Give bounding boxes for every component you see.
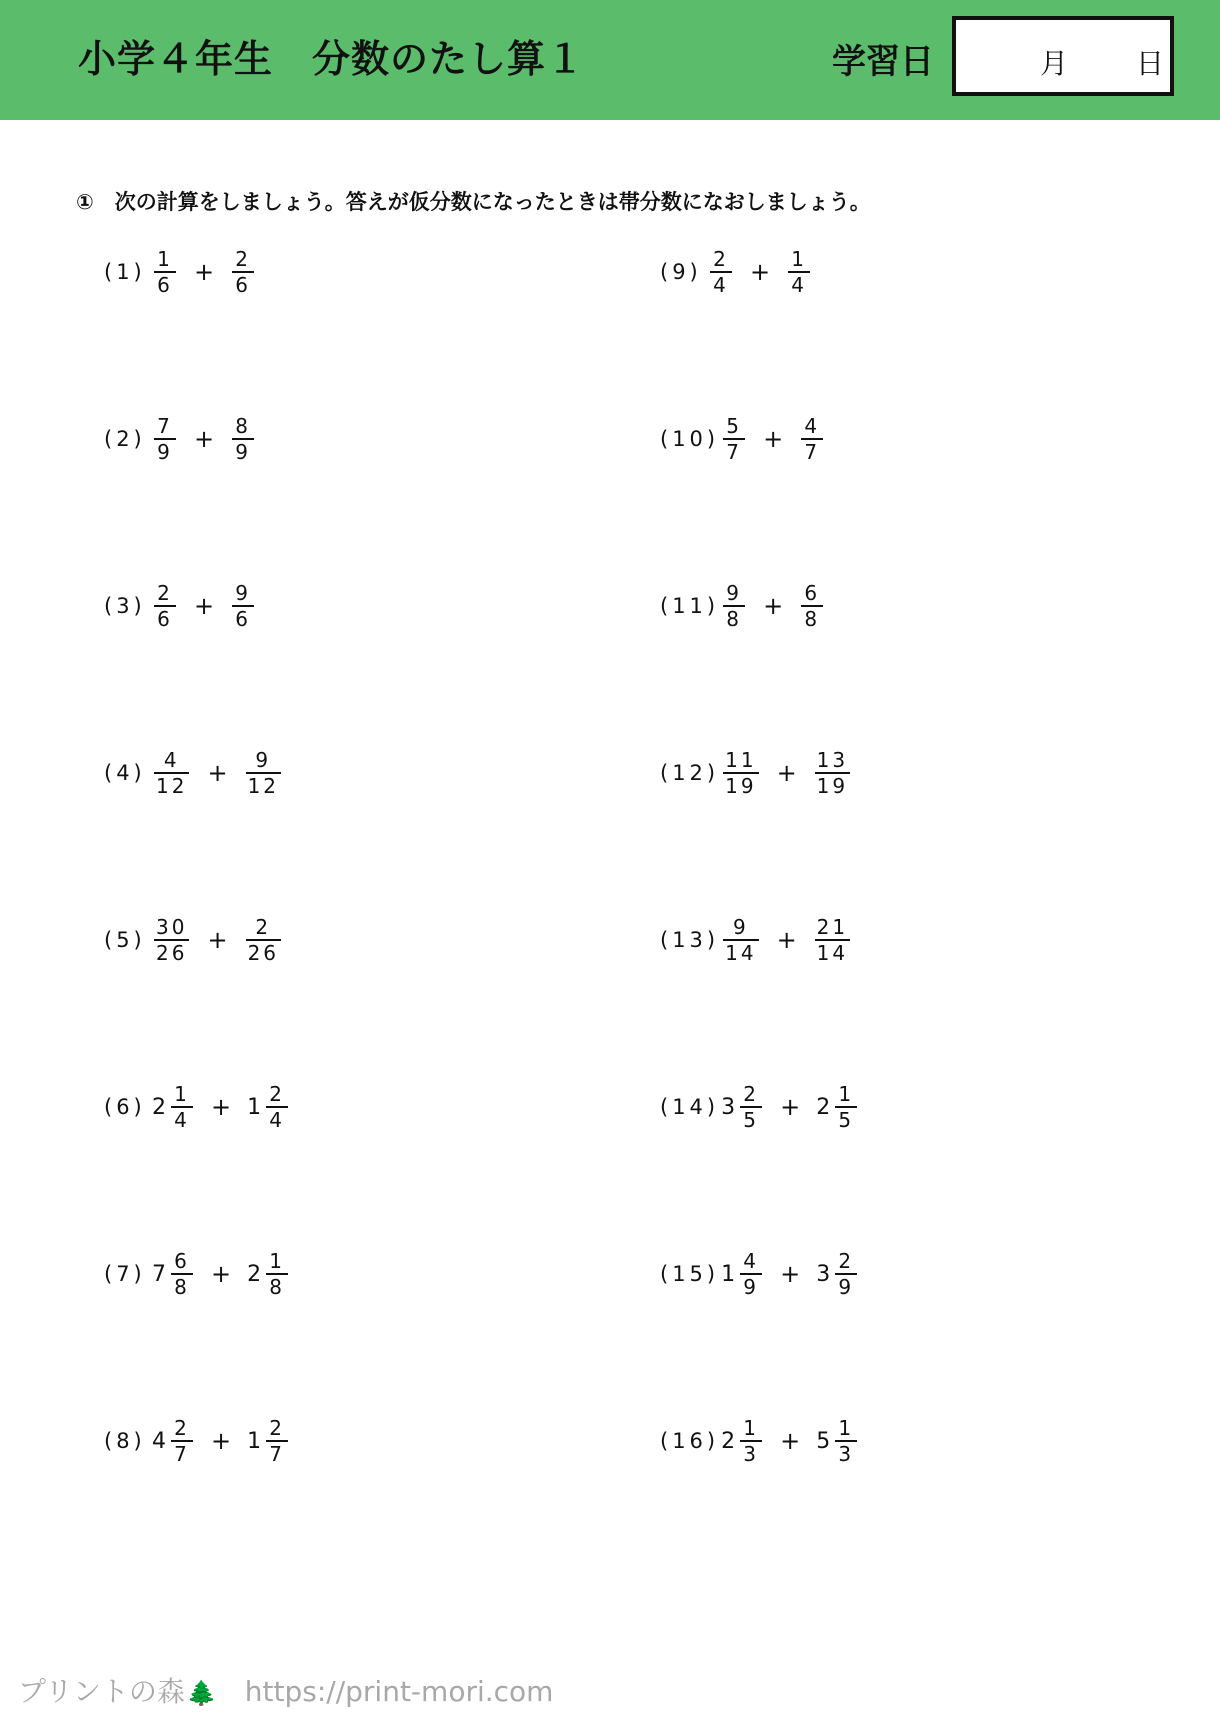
whole-number: 1 xyxy=(247,1094,262,1120)
fraction xyxy=(740,1416,762,1466)
plus-sign: + xyxy=(194,425,215,453)
problem-number: (2) xyxy=(104,427,146,451)
fraction xyxy=(835,1082,857,1132)
numerator: 2 xyxy=(174,1416,190,1440)
fraction xyxy=(171,1249,193,1299)
problem-item xyxy=(660,743,854,803)
denominator: 8 xyxy=(804,607,821,631)
numerator: 2 xyxy=(269,1082,285,1106)
numerator: 11 xyxy=(725,748,757,772)
numerator: 2 xyxy=(235,247,251,271)
numerator: 2 xyxy=(255,915,272,939)
footer-url[interactable]: https://print-mori.com xyxy=(244,1675,554,1708)
numerator: 21 xyxy=(816,915,849,939)
denominator: 8 xyxy=(726,607,742,631)
fraction xyxy=(710,247,732,297)
fraction xyxy=(266,1249,288,1299)
plus-sign: + xyxy=(211,1427,232,1455)
numerator: 7 xyxy=(157,414,173,438)
numerator: 9 xyxy=(732,915,749,939)
footer xyxy=(18,1670,553,1710)
numerator: 4 xyxy=(804,414,821,438)
numerator: 2 xyxy=(713,247,729,271)
problem-number: (1) xyxy=(104,260,146,284)
denominator: 12 xyxy=(247,774,280,798)
whole-number: 2 xyxy=(247,1261,262,1287)
plus-sign: + xyxy=(194,592,215,620)
denominator: 8 xyxy=(174,1275,190,1299)
whole-number: 3 xyxy=(721,1094,736,1120)
denominator: 9 xyxy=(235,440,251,464)
plus-sign: + xyxy=(780,1260,801,1288)
whole-number: 2 xyxy=(152,1094,166,1120)
fraction xyxy=(154,247,176,297)
numerator: 4 xyxy=(743,1249,759,1273)
plus-sign: + xyxy=(776,926,797,954)
fraction xyxy=(815,915,850,965)
problem-number: (4) xyxy=(104,761,146,785)
numerator: 5 xyxy=(726,414,742,438)
fraction xyxy=(171,1416,193,1466)
date-box[interactable] xyxy=(952,16,1174,96)
numerator: 1 xyxy=(838,1416,855,1440)
fraction xyxy=(740,1249,762,1299)
numerator: 13 xyxy=(816,748,849,772)
footer-site-name: プリントの森 xyxy=(18,1675,185,1708)
problem-number: (10) xyxy=(660,427,720,451)
plus-sign: + xyxy=(750,258,771,286)
fraction xyxy=(723,581,745,631)
fraction xyxy=(723,915,758,965)
plus-sign: + xyxy=(211,1260,232,1288)
fraction xyxy=(788,247,810,297)
fraction xyxy=(246,748,281,798)
numerator: 30 xyxy=(156,915,188,939)
numerator: 2 xyxy=(157,581,173,605)
denominator: 7 xyxy=(726,440,742,464)
day-label: 日 xyxy=(1136,47,1165,80)
fraction xyxy=(171,1082,193,1132)
plus-sign: + xyxy=(211,1093,232,1121)
problem-number: (13) xyxy=(660,928,720,952)
numerator: 9 xyxy=(255,748,272,772)
problem-number: (9) xyxy=(660,260,702,284)
numerator: 1 xyxy=(791,247,807,271)
denominator: 7 xyxy=(269,1442,285,1466)
fraction xyxy=(835,1416,857,1466)
fraction xyxy=(815,748,850,798)
month-label: 月 xyxy=(1040,47,1069,80)
problem-number: (16) xyxy=(660,1429,720,1453)
denominator: 7 xyxy=(174,1442,190,1466)
fraction xyxy=(835,1249,857,1299)
problem-item xyxy=(104,409,258,469)
fraction xyxy=(723,414,745,464)
plus-sign: + xyxy=(780,1093,801,1121)
plus-sign: + xyxy=(776,759,797,787)
fraction xyxy=(266,1082,288,1132)
denominator: 5 xyxy=(743,1108,759,1132)
plus-sign: + xyxy=(207,759,228,787)
plus-sign: + xyxy=(194,258,215,286)
denominator: 3 xyxy=(838,1442,855,1466)
whole-number: 3 xyxy=(816,1261,831,1287)
problem-number: (14) xyxy=(660,1095,720,1119)
denominator: 19 xyxy=(725,774,757,798)
numerator: 4 xyxy=(163,748,180,772)
numerator: 9 xyxy=(726,581,742,605)
fraction xyxy=(154,414,176,464)
problem-number: (12) xyxy=(660,761,720,785)
numerator: 1 xyxy=(838,1082,855,1106)
denominator: 4 xyxy=(269,1108,285,1132)
fraction xyxy=(232,247,254,297)
denominator: 4 xyxy=(713,273,729,297)
denominator: 26 xyxy=(156,941,188,965)
whole-number: 2 xyxy=(816,1094,831,1120)
denominator: 9 xyxy=(157,440,173,464)
plus-sign: + xyxy=(780,1427,801,1455)
fraction xyxy=(740,1082,762,1132)
whole-number: 4 xyxy=(152,1428,166,1454)
denominator: 6 xyxy=(157,607,173,631)
fraction xyxy=(801,581,823,631)
fraction xyxy=(154,915,189,965)
problem-item xyxy=(660,242,814,302)
numerator: 1 xyxy=(743,1416,759,1440)
numerator: 1 xyxy=(269,1249,285,1273)
numerator: 8 xyxy=(235,414,251,438)
problem-number: (11) xyxy=(660,594,720,618)
denominator: 4 xyxy=(791,273,807,297)
denominator: 14 xyxy=(816,941,849,965)
problem-item xyxy=(104,576,258,636)
problem-number: (6) xyxy=(104,1095,146,1119)
problem-item xyxy=(104,743,285,803)
instruction-text: ① 次の計算をしましょう。答えが仮分数になったときは帯分数になおしましょう。 xyxy=(76,190,871,214)
whole-number: 1 xyxy=(721,1261,736,1287)
denominator: 14 xyxy=(725,941,757,965)
study-date-label: 学習日 xyxy=(832,42,934,82)
problem-item xyxy=(660,576,827,636)
numerator: 2 xyxy=(838,1249,855,1273)
fraction xyxy=(266,1416,288,1466)
fraction xyxy=(232,581,254,631)
plus-sign: + xyxy=(763,425,784,453)
whole-number: 2 xyxy=(721,1428,736,1454)
fraction xyxy=(154,581,176,631)
plus-sign: + xyxy=(207,926,228,954)
denominator: 19 xyxy=(816,774,849,798)
fraction xyxy=(154,748,189,798)
whole-number: 5 xyxy=(816,1428,831,1454)
problem-item xyxy=(104,1244,292,1304)
numerator: 9 xyxy=(235,581,251,605)
whole-number: 1 xyxy=(247,1428,262,1454)
problem-number: (8) xyxy=(104,1429,146,1453)
problem-item xyxy=(104,1411,292,1471)
problem-number: (3) xyxy=(104,594,146,618)
denominator: 6 xyxy=(235,273,251,297)
numerator: 2 xyxy=(269,1416,285,1440)
fraction xyxy=(723,748,758,798)
fraction xyxy=(246,915,281,965)
denominator: 6 xyxy=(157,273,173,297)
header-bar xyxy=(0,0,1220,120)
problem-item xyxy=(104,1077,292,1137)
denominator: 26 xyxy=(247,941,280,965)
problem-item xyxy=(660,1411,861,1471)
fraction xyxy=(232,414,254,464)
denominator: 7 xyxy=(804,440,821,464)
problem-number: (7) xyxy=(104,1262,146,1286)
problem-number: (5) xyxy=(104,928,146,952)
problem-item xyxy=(660,1077,861,1137)
denominator: 9 xyxy=(743,1275,759,1299)
problem-item xyxy=(104,910,285,970)
numerator: 6 xyxy=(174,1249,190,1273)
numerator: 2 xyxy=(743,1082,759,1106)
problem-item xyxy=(660,409,827,469)
denominator: 9 xyxy=(838,1275,855,1299)
numerator: 1 xyxy=(157,247,173,271)
fraction xyxy=(801,414,823,464)
denominator: 5 xyxy=(838,1108,855,1132)
numerator: 6 xyxy=(804,581,821,605)
numerator: 1 xyxy=(174,1082,190,1106)
tree-icon: 🌲 xyxy=(186,1679,217,1707)
denominator: 8 xyxy=(269,1275,285,1299)
denominator: 6 xyxy=(235,607,251,631)
plus-sign: + xyxy=(763,592,784,620)
problem-item xyxy=(660,910,854,970)
page-title: 小学４年生 分数のたし算１ xyxy=(78,37,586,81)
problem-item xyxy=(104,242,258,302)
problem-number: (15) xyxy=(660,1262,720,1286)
denominator: 12 xyxy=(156,774,188,798)
denominator: 4 xyxy=(174,1108,190,1132)
whole-number: 7 xyxy=(152,1261,166,1287)
denominator: 3 xyxy=(743,1442,759,1466)
problem-item xyxy=(660,1244,861,1304)
